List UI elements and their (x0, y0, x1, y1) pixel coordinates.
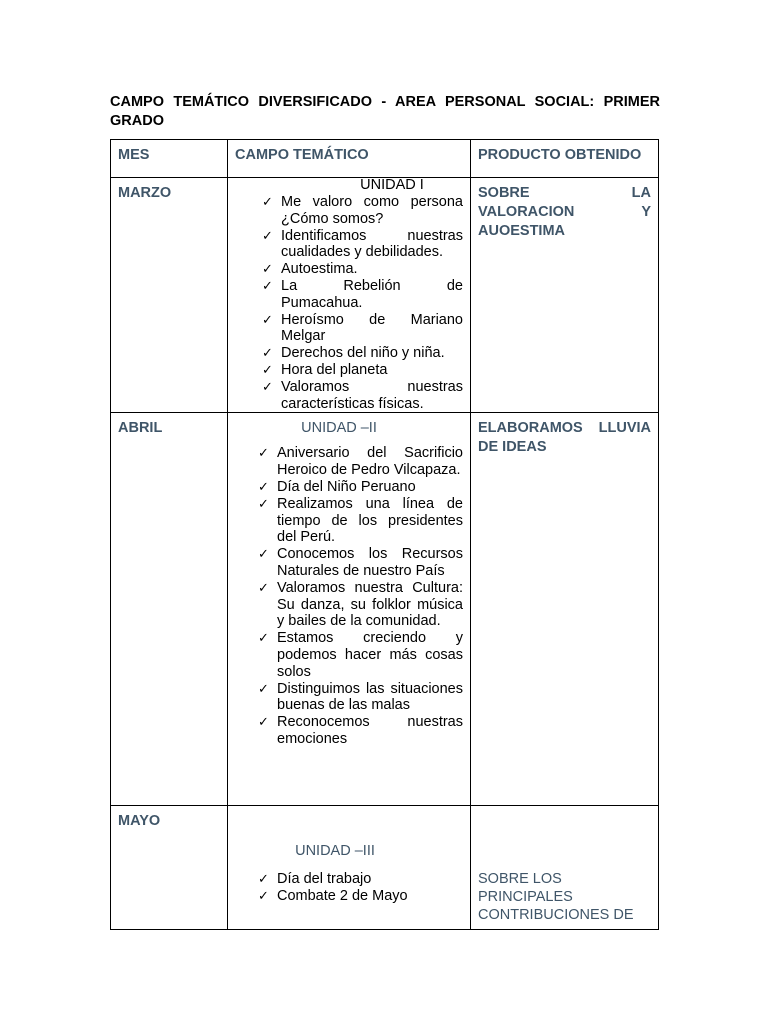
mes-cell: ABRIL (111, 413, 228, 806)
check-icon: ✓ (258, 888, 269, 904)
list-item: ✓ Conocemos los Recursos Naturales de nuestro País (258, 546, 463, 579)
check-icon: ✓ (258, 445, 269, 461)
list-item: ✓ Valoramos nuestras características físicas. (262, 378, 463, 412)
list-item: ✓ Valoramos nuestra Cultura: Su danza, su folklor música y bailes de la comunidad. (258, 579, 463, 630)
list-item: ✓ Heroísmo de Mariano Melgar (262, 311, 463, 345)
unidad-label: UNIDAD –II (301, 420, 377, 437)
campo-cell (228, 178, 471, 413)
list-item: ✓ Distinguimos las situaciones buenas de las malas (258, 680, 463, 714)
list-item: ✓ Realizamos una línea de tiempo de los presidentes del Perú. (258, 495, 463, 546)
check-icon: ✓ (262, 311, 273, 327)
mes-cell: MARZO (111, 178, 228, 413)
campo-tematico-table (110, 139, 659, 930)
producto-cell: SOBRE LA VALORACION Y AUOESTIMA (471, 178, 659, 413)
topic-list (255, 445, 463, 747)
topic-list (255, 871, 463, 905)
list-item: ✓ Me valoro como persona ¿Cómo somos? (262, 194, 463, 227)
check-icon: ✓ (262, 194, 273, 209)
mes-cell: MAYO (111, 806, 228, 930)
check-icon: ✓ (262, 261, 273, 277)
table-row (111, 806, 659, 930)
check-icon: ✓ (258, 630, 269, 646)
check-icon: ✓ (258, 546, 269, 562)
list-item: ✓ Derechos del niño y niña. (262, 345, 445, 362)
check-icon: ✓ (262, 227, 273, 243)
check-icon: ✓ (258, 871, 269, 887)
producto-cell (471, 806, 659, 930)
check-icon: ✓ (258, 680, 269, 696)
unidad-label: UNIDAD –III (295, 843, 375, 860)
campo-cell (228, 806, 471, 930)
check-icon: ✓ (258, 478, 269, 494)
list-item: ✓ Aniversario del Sacrificio Heroico de Pedro Vilcapaza. (258, 445, 463, 479)
list-item: ✓ Combate 2 de Mayo (258, 888, 408, 905)
check-icon: ✓ (262, 345, 273, 361)
list-item: ✓ Autoestima. (262, 261, 358, 278)
check-icon: ✓ (258, 579, 269, 595)
table-header-row (111, 140, 659, 178)
unidad-label: UNIDAD I (360, 177, 424, 193)
check-icon: ✓ (258, 495, 269, 511)
producto-text: SOBRE LOS PRINCIPALES CONTRIBUCIONES DE (478, 871, 634, 924)
list-item: ✓ La Rebelión de Pumacahua. (262, 277, 463, 311)
producto-cell: ELABORAMOS LLUVIA DE IDEAS (471, 413, 659, 806)
check-icon: ✓ (262, 361, 273, 377)
list-item: ✓ Identificamos nuestras cualidades y debilidades. (262, 227, 463, 261)
check-icon: ✓ (262, 378, 273, 394)
table-row (111, 178, 659, 413)
header-campo-tematico: CAMPO TEMÁTICO (228, 140, 471, 178)
check-icon: ✓ (258, 714, 269, 730)
topic-list (259, 194, 463, 412)
list-item: ✓ Hora del planeta (262, 361, 388, 378)
list-item: ✓ Día del trabajo (258, 871, 372, 888)
list-item: ✓ Reconocemos nuestras emociones (258, 714, 463, 747)
table-row (111, 413, 659, 806)
header-mes: MES (111, 140, 228, 178)
campo-cell (228, 413, 471, 806)
check-icon: ✓ (262, 277, 273, 293)
page-title: CAMPO TEMÁTICO DIVERSIFICADO - AREA PERSONAL SOCIAL: PRIMER GRADO (110, 94, 660, 129)
list-item: ✓ Día del Niño Peruano (258, 478, 416, 495)
list-item: ✓ Estamos creciendo y podemos hacer más cosas solos (258, 630, 463, 680)
header-producto-obtenido: PRODUCTO OBTENIDO (471, 140, 659, 178)
